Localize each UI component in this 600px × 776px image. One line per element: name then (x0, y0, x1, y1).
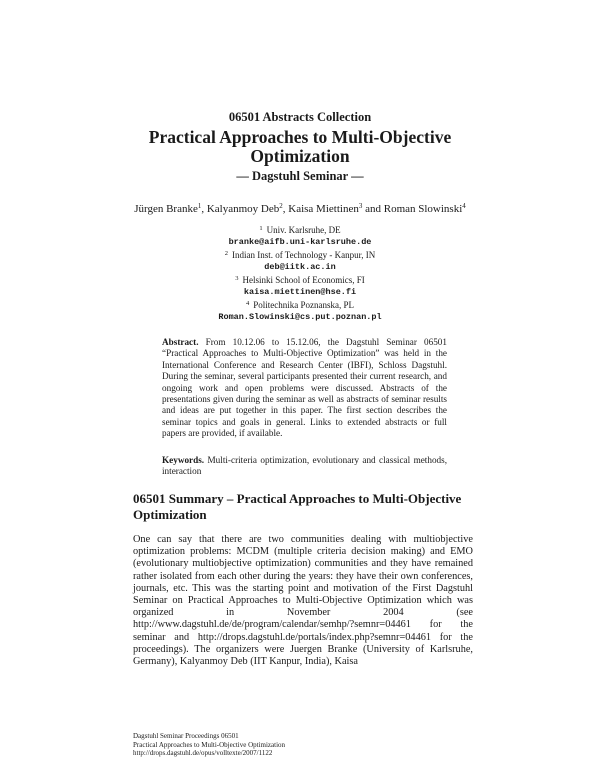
author-name: Kaisa Miettinen (288, 203, 359, 215)
author-name: Jürgen Branke (134, 203, 198, 215)
author-separator: , (201, 203, 207, 215)
footer-proceedings: Dagstuhl Seminar Proceedings 06501 (133, 732, 239, 740)
affiliation-item (0, 298, 600, 312)
abstract (162, 337, 447, 440)
affiliation-number: 3 (235, 275, 239, 282)
affiliation-number: 2 (224, 250, 228, 257)
footer-url: http://drops.dagstuhl.de/opus/volltexte/2007/1122 (133, 749, 273, 758)
abstract-text: From 10.12.06 to 15.12.06, the Dagstuhl Seminar 06501 “Practical Approaches to Multi-Objective Optimization” was held in the International Conference and Research Center (IBFI), Schloss Dagstuhl. During the seminar, several participants presented their current research, and ongoing work and open problems were discussed. Abstracts of the presentations given during the seminar as well as abstracts of seminar results and ideas are put together in this paper. The first section describes the seminar topics and goals in general. Links to extended abstracts or full papers are provided, if available. (162, 337, 447, 439)
affiliation-list (0, 223, 600, 323)
affiliation-item (0, 223, 600, 237)
section-heading: 06501 Summary – Practical Approaches to Multi-Objective Optimization (133, 491, 462, 522)
affiliation-name: Helsinki School of Economics, FI (242, 275, 365, 285)
page-footer (133, 732, 473, 758)
affiliation-email: deb@iitk.ac.in (264, 261, 336, 272)
author-affil-mark: 3 (358, 202, 363, 210)
section-body: One can say that there are two communities dealing with multiobjective optimization problems: MCDM (multiple criteria decision making) and EMO (evolutionary multiobjective optimization) communities and they have remained rather isolated from each other during the years: they have their own conferences, journals, etc. This was the starting point and motivation of the First Dagstuhl Seminar on Practical Approaches to Multi-Objective Optimization which was organized in November 2004 (see http://www.dagstuhl.de/de/program/calendar/semhp/?semnr=04461 for the seminar and http://drops.dagstuhl.de/portals/index.php?semnr=04461 for the proceedings). The organizers were Juergen Branke (University of Karlsruhe, Germany), Kalyanmoy Deb (IIT Kanpur, India), Kaisa (133, 534, 473, 668)
author-separator: and (362, 203, 384, 215)
keywords (162, 455, 447, 478)
author-name: Kalyanmoy Deb (206, 203, 280, 215)
affiliation-name: Univ. Karlsruhe, DE (266, 225, 341, 235)
affiliation-email: Roman.Slowinski@cs.put.poznan.pl (218, 311, 382, 322)
affiliation-item (0, 273, 600, 287)
paper-title-line-1: Practical Approaches to Multi-Objective (148, 127, 452, 147)
author-affil-mark: 4 (462, 202, 466, 210)
author-separator: , (282, 203, 289, 215)
author-affil-mark: 1 (197, 202, 202, 210)
paper-title (0, 128, 600, 166)
footer-title: Practical Approaches to Multi-Objective Optimization (133, 740, 286, 749)
paper-title-line-2: Optimization (250, 146, 350, 166)
keywords-text: Multi-criteria optimization, evolutionary and classical methods, interaction (162, 455, 447, 477)
affiliation-number: 1 (259, 225, 263, 232)
author-affil-mark: 2 (279, 202, 283, 210)
affiliation-name: Indian Inst. of Technology - Kanpur, IN (231, 250, 376, 260)
affiliation-item (0, 248, 600, 262)
abstract-label: Abstract. (162, 337, 199, 347)
affiliation-number: 4 (246, 300, 250, 307)
affiliation-email: branke@aifb.uni-karlsruhe.de (228, 236, 372, 247)
affiliation-name: Politechnika Poznanska, PL (253, 300, 354, 310)
paper-subtitle: — Dagstuhl Seminar — (236, 169, 364, 183)
affiliation-email: kaisa.miettinen@hse.fi (243, 286, 357, 297)
collection-title: 06501 Abstracts Collection (228, 110, 372, 124)
author-list (0, 202, 600, 215)
keywords-label: Keywords. (162, 455, 205, 465)
author-name: Roman Slowinski (383, 203, 463, 215)
